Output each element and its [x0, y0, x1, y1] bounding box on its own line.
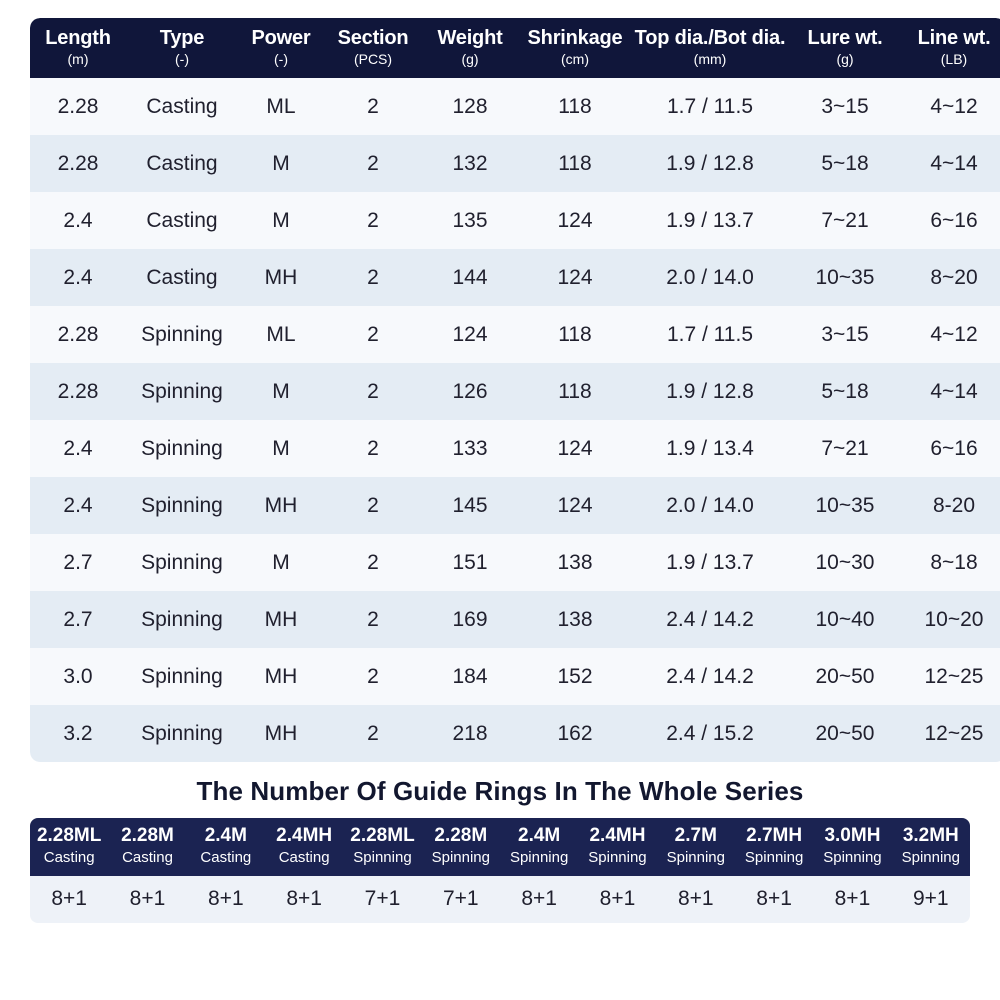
cell-length: 2.28: [57, 322, 99, 346]
cell-length: 2.4: [63, 493, 93, 517]
cell-diameter: 1.9 / 12.8: [666, 151, 754, 175]
guide-type-label: Spinning: [509, 849, 569, 866]
cell-line-weight: 4~14: [930, 151, 978, 175]
guide-header-col-9: [657, 818, 735, 876]
cell-shrinkage: 138: [557, 550, 593, 574]
cell-section: 2: [367, 607, 379, 631]
spec-header-row: [30, 18, 1000, 78]
cell-diameter: 1.7 / 11.5: [666, 322, 753, 346]
cell-power: M: [272, 436, 290, 460]
guide-header-col-10: [735, 818, 813, 876]
spec-header-lure-weight-title: Lure wt.: [807, 27, 883, 49]
cell-length: 2.7: [63, 607, 93, 631]
cell-length: 3.2: [63, 721, 93, 745]
guide-type-label: Spinning: [744, 849, 804, 866]
spec-header-section-unit: (PCS): [353, 51, 393, 67]
cell-lure-weight: 20~50: [815, 721, 875, 745]
cell-guide-rings: 8+1: [813, 876, 891, 923]
cell-section: 2: [367, 721, 379, 745]
cell-line-weight: 12~25: [924, 664, 984, 688]
guide-header-col-4: [265, 818, 343, 876]
cell-power: MH: [264, 265, 298, 289]
guide-type-label: Spinning: [823, 849, 882, 866]
cell-section: 2: [367, 265, 379, 289]
spec-header-length-unit: (m): [67, 51, 89, 67]
cell-type: Casting: [146, 151, 218, 175]
spec-header-type-title: Type: [159, 27, 205, 49]
cell-length: 3.0: [63, 664, 93, 688]
guide-type-label: Spinning: [901, 849, 960, 866]
cell-power: MH: [264, 721, 298, 745]
cell-type: Casting: [146, 208, 218, 232]
cell-length: 2.4: [63, 208, 93, 232]
guide-model-label: 2.4MH: [276, 825, 333, 846]
cell-section: 2: [367, 208, 379, 232]
spec-header-length: [30, 18, 126, 78]
guide-type-label: Spinning: [431, 849, 490, 866]
cell-length: 2.28: [57, 94, 99, 118]
cell-section: 2: [367, 322, 379, 346]
guide-type-label: Casting: [278, 849, 330, 866]
cell-section: 2: [367, 436, 379, 460]
table-row: [30, 306, 1000, 363]
guide-rings-title: The Number Of Guide Rings In The Whole Series: [196, 776, 804, 806]
cell-diameter: 1.9 / 13.4: [666, 436, 754, 460]
cell-diameter: 2.4 / 15.2: [666, 721, 754, 745]
cell-lure-weight: 7~21: [821, 208, 869, 232]
guide-header-col-7: [500, 818, 578, 876]
table-row: [30, 249, 1000, 306]
guide-type-label: Spinning: [588, 849, 647, 866]
cell-type: Spinning: [141, 493, 223, 517]
spec-header-lure-weight-unit: (g): [836, 51, 854, 67]
cell-guide-rings: 7+1: [422, 876, 500, 923]
guide-header-row: [30, 818, 970, 876]
cell-guide-rings: 8+1: [657, 876, 735, 923]
spec-header-shrinkage-title: Shrinkage: [527, 27, 623, 49]
table-row: [30, 420, 1000, 477]
cell-line-weight: 4~12: [930, 322, 978, 346]
guide-header-col-5: [343, 818, 421, 876]
cell-section: 2: [367, 94, 379, 118]
cell-section: 2: [367, 151, 379, 175]
cell-guide-rings: 8+1: [265, 876, 343, 923]
cell-length: 2.28: [57, 151, 99, 175]
cell-shrinkage: 118: [558, 322, 592, 346]
cell-shrinkage: 124: [557, 493, 593, 517]
cell-guide-rings: 8+1: [30, 876, 108, 923]
spec-header-type: [126, 18, 238, 78]
cell-power: ML: [266, 322, 296, 346]
cell-type: Spinning: [141, 721, 223, 745]
cell-guide-rings: 8+1: [500, 876, 578, 923]
cell-line-weight: 8~18: [930, 550, 978, 574]
table-row: [30, 591, 1000, 648]
cell-length: 2.28: [57, 379, 99, 403]
table-row: [30, 78, 1000, 135]
guide-model-label: 2.4MH: [589, 825, 646, 846]
cell-power: MH: [264, 493, 298, 517]
guide-model-label: 2.28ML: [350, 825, 415, 846]
spec-header-weight-title: Weight: [437, 27, 503, 49]
specification-table: [30, 18, 1000, 762]
guide-table-body: [30, 876, 970, 923]
cell-lure-weight: 3~15: [821, 94, 869, 118]
cell-line-weight: 6~16: [930, 208, 978, 232]
cell-weight: 184: [452, 664, 488, 688]
cell-lure-weight: 3~15: [821, 322, 869, 346]
cell-guide-rings: 7+1: [343, 876, 421, 923]
cell-shrinkage: 118: [558, 379, 592, 403]
cell-power: MH: [264, 607, 298, 631]
guide-model-label: 3.0MH: [824, 825, 881, 846]
cell-weight: 144: [452, 265, 488, 289]
guide-type-label: Casting: [200, 849, 252, 866]
cell-shrinkage: 118: [558, 151, 592, 175]
guide-model-label: 2.28M: [434, 825, 488, 846]
cell-power: M: [272, 208, 290, 232]
cell-diameter: 1.9 / 13.7: [666, 208, 754, 232]
guide-model-label: 2.4M: [518, 825, 561, 846]
cell-lure-weight: 10~30: [815, 550, 875, 574]
cell-length: 2.7: [63, 550, 93, 574]
guide-type-label: Spinning: [666, 849, 725, 866]
cell-shrinkage: 162: [557, 721, 593, 745]
cell-diameter: 2.0 / 14.0: [666, 265, 754, 289]
cell-section: 2: [367, 550, 379, 574]
table-row: [30, 135, 1000, 192]
cell-power: M: [272, 379, 290, 403]
cell-section: 2: [367, 379, 379, 403]
guide-model-label: 3.2MH: [902, 825, 959, 846]
cell-guide-rings: 9+1: [892, 876, 970, 923]
guide-type-label: Casting: [43, 849, 95, 866]
cell-weight: 151: [452, 550, 488, 574]
spec-header-shrinkage: [518, 18, 632, 78]
spec-header-type-unit: (-): [175, 51, 189, 67]
cell-shrinkage: 152: [557, 664, 593, 688]
cell-guide-rings: 8+1: [578, 876, 656, 923]
guide-model-label: 2.4M: [204, 825, 247, 846]
cell-diameter: 2.4 / 14.2: [666, 664, 754, 688]
cell-weight: 145: [452, 493, 488, 517]
cell-weight: 135: [452, 208, 488, 232]
cell-weight: 132: [452, 151, 488, 175]
cell-type: Spinning: [141, 322, 223, 346]
cell-power: M: [272, 550, 290, 574]
cell-diameter: 2.0 / 14.0: [666, 493, 754, 517]
guide-rings-row: [30, 876, 970, 923]
table-row: [30, 534, 1000, 591]
spec-header-diameter: [632, 18, 788, 78]
spec-header-length-title: Length: [45, 27, 111, 49]
cell-line-weight: 10~20: [924, 607, 984, 631]
cell-length: 2.4: [63, 436, 93, 460]
guide-type-label: Spinning: [353, 849, 412, 866]
cell-lure-weight: 10~35: [815, 493, 875, 517]
spec-header-power-unit: (-): [274, 51, 288, 67]
spec-header-line-weight: [902, 18, 1000, 78]
spec-header-section: [324, 18, 422, 78]
guide-model-label: 2.28ML: [36, 825, 102, 846]
cell-line-weight: 4~14: [930, 379, 978, 403]
cell-type: Spinning: [141, 436, 223, 460]
table-row: [30, 192, 1000, 249]
spec-header-diameter-unit: (mm): [693, 51, 727, 67]
cell-lure-weight: 10~35: [815, 265, 875, 289]
cell-lure-weight: 7~21: [821, 436, 869, 460]
spec-header-power-title: Power: [251, 27, 311, 49]
spec-header-line-weight-unit: (LB): [940, 51, 968, 67]
spec-header-shrinkage-unit: (cm): [561, 51, 589, 67]
spec-table-header: [30, 18, 1000, 78]
cell-diameter: 1.7 / 11.5: [666, 94, 753, 118]
cell-weight: 133: [452, 436, 488, 460]
guide-header-col-6: [422, 818, 500, 876]
cell-lure-weight: 5~18: [821, 151, 869, 175]
guide-model-label: 2.28M: [121, 825, 174, 846]
guide-header-col-8: [578, 818, 656, 876]
guide-header-col-11: [813, 818, 891, 876]
cell-lure-weight: 20~50: [815, 664, 875, 688]
cell-type: Spinning: [141, 664, 223, 688]
cell-weight: 128: [452, 94, 488, 118]
guide-model-label: 2.7MH: [746, 825, 803, 846]
cell-line-weight: 8~20: [930, 265, 978, 289]
table-row: [30, 705, 1000, 762]
cell-shrinkage: 138: [557, 607, 593, 631]
guide-type-label: Casting: [122, 849, 173, 866]
cell-guide-rings: 8+1: [108, 876, 186, 923]
cell-line-weight: 8-20: [932, 493, 976, 517]
spec-table-body: [30, 78, 1000, 762]
cell-type: Casting: [146, 265, 218, 289]
spec-header-diameter-title: Top dia./Bot dia.: [634, 27, 786, 49]
cell-type: Spinning: [141, 379, 223, 403]
cell-line-weight: 12~25: [924, 721, 984, 745]
cell-guide-rings: 8+1: [187, 876, 265, 923]
table-row: [30, 477, 1000, 534]
spec-header-weight: [422, 18, 518, 78]
cell-diameter: 1.9 / 13.7: [666, 550, 754, 574]
cell-shrinkage: 124: [557, 208, 593, 232]
cell-shrinkage: 124: [557, 265, 593, 289]
cell-shrinkage: 118: [558, 94, 592, 118]
cell-lure-weight: 10~40: [815, 607, 875, 631]
cell-power: MH: [264, 664, 298, 688]
spec-header-line-weight-title: Line wt.: [917, 27, 991, 49]
cell-power: M: [272, 151, 290, 175]
cell-line-weight: 6~16: [930, 436, 978, 460]
spec-header-section-title: Section: [337, 27, 409, 49]
cell-lure-weight: 5~18: [821, 379, 869, 403]
spec-header-lure-weight: [788, 18, 902, 78]
cell-weight: 126: [452, 379, 488, 403]
guide-header-col-3: [187, 818, 265, 876]
cell-diameter: 2.4 / 14.2: [666, 607, 754, 631]
cell-section: 2: [367, 493, 379, 517]
cell-weight: 218: [452, 721, 488, 745]
guide-header-col-12: [892, 818, 970, 876]
guide-header-col-1: [30, 818, 108, 876]
cell-weight: 169: [452, 607, 488, 631]
cell-length: 2.4: [63, 265, 93, 289]
cell-shrinkage: 124: [557, 436, 593, 460]
cell-guide-rings: 8+1: [735, 876, 813, 923]
cell-type: Spinning: [141, 550, 223, 574]
cell-weight: 124: [452, 322, 488, 346]
cell-line-weight: 4~12: [930, 94, 978, 118]
guide-rings-table: [30, 818, 970, 923]
cell-type: Spinning: [141, 607, 223, 631]
cell-section: 2: [367, 664, 379, 688]
cell-power: ML: [266, 94, 296, 118]
table-row: [30, 363, 1000, 420]
table-row: [30, 648, 1000, 705]
guide-header-col-2: [108, 818, 186, 876]
cell-type: Casting: [146, 94, 218, 118]
guide-model-label: 2.7M: [674, 825, 717, 846]
spec-header-power: [238, 18, 324, 78]
guide-table-header: [30, 818, 970, 876]
spec-header-weight-unit: (g): [461, 51, 479, 67]
cell-diameter: 1.9 / 12.8: [666, 379, 754, 403]
